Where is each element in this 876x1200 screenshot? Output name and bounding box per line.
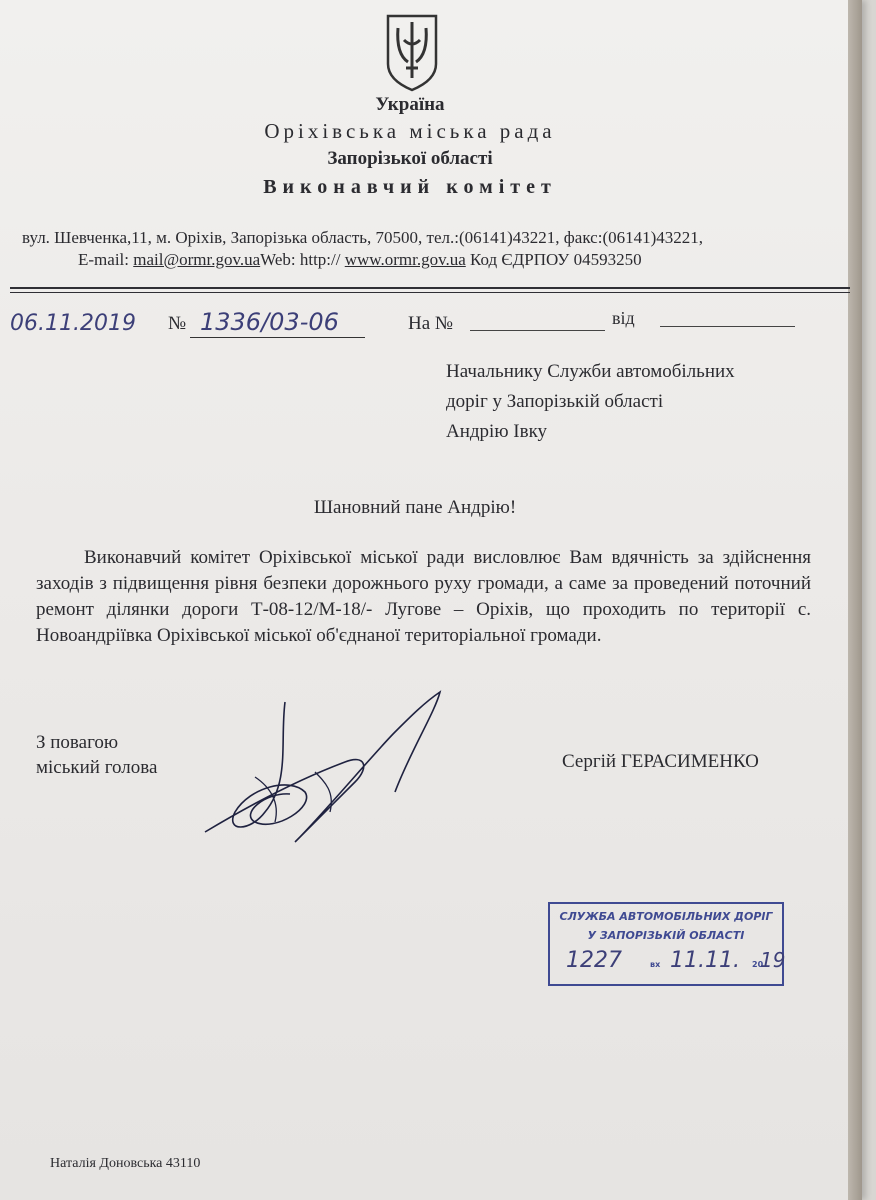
reply-date-line	[660, 326, 795, 327]
recipient-line-3: Андрію Івку	[446, 421, 548, 442]
incoming-registration-stamp	[548, 902, 784, 986]
letter-body-text: Виконавчий комітет Оріхівської міської ради висловлює Вам вдячність за здійснення заходів з підвищення рівня безпеки дорожнього руху громади, а саме за проведений поточний ремонт ділянки дороги Т-08-12/М-18/- Лугове – Оріхів, що проходить по території с. Новоандріївка Оріхівської міської об'єднаної територіальної громади.	[36, 547, 811, 646]
stamp-registration-date: 11.11.	[670, 948, 740, 973]
header-divider	[10, 287, 850, 289]
edrpou-code: Код ЄДРПОУ 04593250	[465, 250, 642, 269]
reply-number-label: На №	[408, 313, 454, 334]
stamp-incoming-label: вх	[650, 960, 661, 969]
stamp-year-label: 20	[752, 960, 764, 969]
signer-name: Сергій ГЕРАСИМЕНКО	[562, 751, 759, 772]
page-edge-shadow	[848, 0, 862, 1200]
header-country: Україна	[375, 94, 445, 115]
recipient-line-2: доріг у Запорізькій області	[446, 391, 664, 412]
stamp-year-handwritten: 19	[760, 948, 786, 972]
letter-body	[36, 545, 811, 649]
salutation: Шановний пане Андрію!	[313, 497, 517, 518]
header-address: вул. Шевченка,11, м. Оріхів, Запорізька область, 70500, тел.:(06141)43221, факс:(06141)43221,	[22, 228, 704, 247]
header-divider-thin	[10, 292, 850, 293]
recipient-line-1: Начальнику Служби автомобільних	[446, 361, 735, 382]
outgoing-number: 1336/03-06	[200, 308, 339, 336]
header-council: Оріхівська міська рада	[264, 119, 556, 143]
header-region: Запорізької області	[327, 148, 493, 169]
stamp-line-1: СЛУЖБА АВТОМОБІЛЬНИХ ДОРІГ	[559, 910, 773, 923]
closing-position: міський голова	[36, 757, 158, 778]
outgoing-number-label: №	[168, 313, 187, 334]
outgoing-number-line	[190, 337, 365, 338]
closing-regards: З повагою	[36, 732, 119, 753]
email-link[interactable]: mail@ormr.gov.ua	[133, 250, 261, 269]
executor-footer: Наталія Доновська 43110	[50, 1156, 201, 1171]
trident-emblem-icon	[384, 12, 440, 92]
stamp-registration-number: 1227	[566, 948, 622, 973]
web-label: Web: http://	[260, 250, 345, 269]
header-executive-committee: Виконавчий комітет	[263, 176, 557, 198]
email-label: E-mail:	[78, 250, 134, 269]
reply-date-label: від	[612, 308, 635, 328]
outgoing-date: 06.11.2019	[10, 311, 136, 336]
header-contacts	[78, 250, 642, 270]
reply-number-line	[470, 330, 605, 331]
web-link[interactable]: www.ormr.gov.ua	[344, 250, 466, 269]
handwritten-signature	[195, 682, 455, 857]
stamp-line-2: У ЗАПОРІЗЬКІЙ ОБЛАСТІ	[587, 929, 745, 942]
